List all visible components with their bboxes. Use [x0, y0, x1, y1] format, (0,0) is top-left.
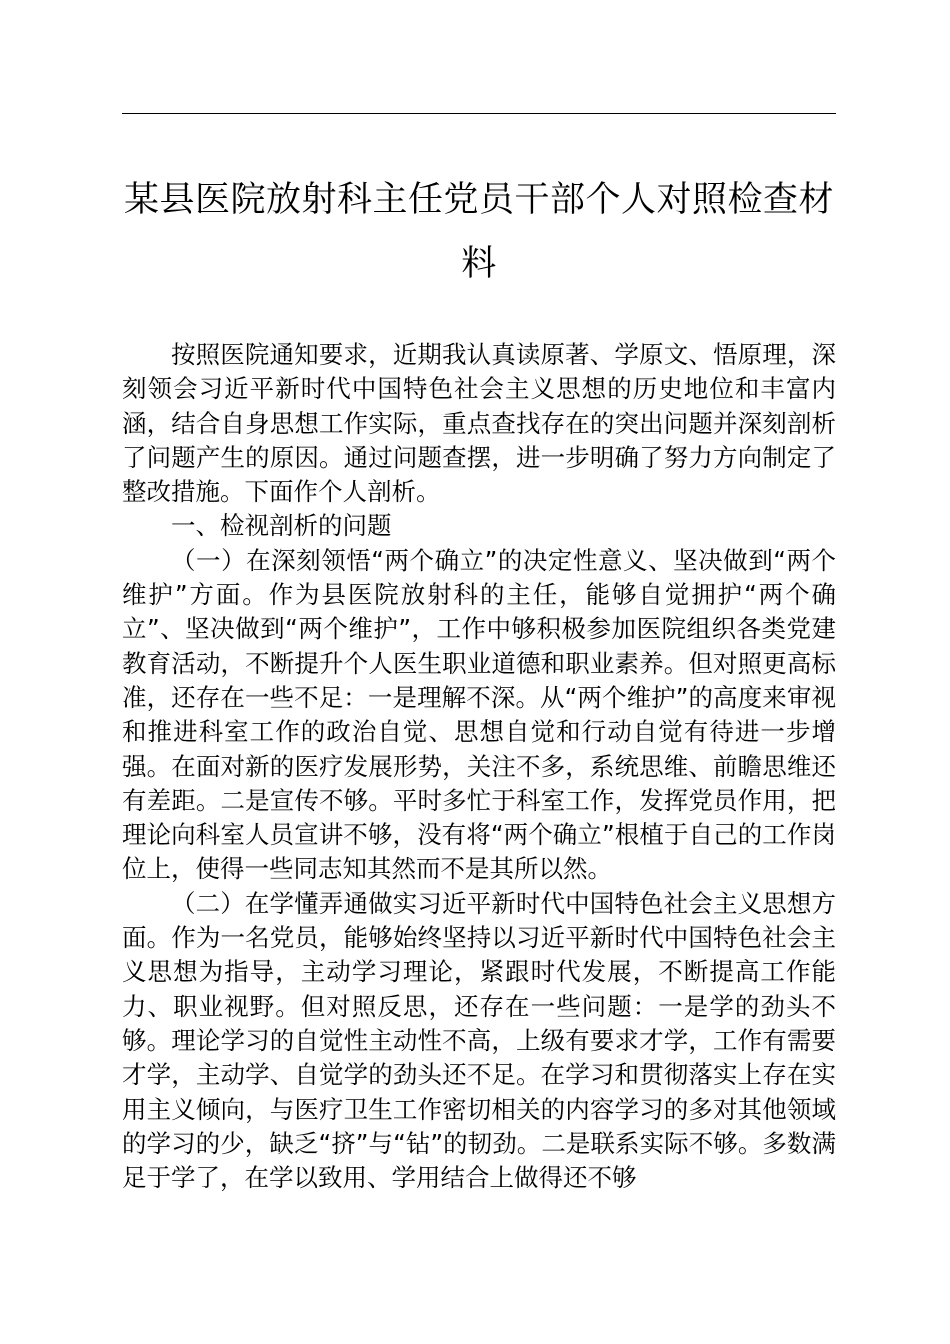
section-paragraph-2: （二）在学懂弄通做实习近平新时代中国特色社会主义思想方面。作为一名党员，能够始终坚持以习近平新时代中国特色社会主义思想为指导，主动学习理论，紧跟时代发展，不断提高工作能力、职业视野。但对照反思，还存在一些问题：一是学的劲头不够。理论学习的自觉性主动性不高，上级有要求才学，工作有需要才学，主动学、自觉学的劲头还不足。在学习和贯彻落实上存在实用主义倾向，与医疗卫生工作密切相关的内容学习的多对其他领域的学习的少，缺乏“挤”与“钻”的韧劲。二是联系实际不够。多数满足于学了，在学以致用、学用结合上做得还不够 — [122, 888, 836, 1193]
section-heading: 一、检视剖析的问题 — [171, 511, 392, 541]
intro-paragraph: 按照医院通知要求，近期我认真读原著、学原文、悟原理，深刻领会习近平新时代中国特色社会主义思想的历史地位和丰富内涵，结合自身思想工作实际，重点查找存在的突出问题并深刻剖析了问题产生的原因。通过问题查摆，进一步明确了努力方向制定了整改措施。下面作个人剖析。 — [122, 340, 836, 507]
document-body — [122, 338, 836, 1195]
document-title: 某县医院放射科主任党员干部个人对照检查材料 — [123, 180, 834, 284]
header-rule — [122, 113, 836, 114]
section-paragraph-1: （一）在深刻领悟“两个确立”的决定性意义、坚决做到“两个维护”方面。作为县医院放射科的主任，能够自觉拥护“两个确立”、坚决做到“两个维护”，工作中够积极参加医院组织各类党建教育活动，不断提升个人医生职业道德和职业素养。但对照更高标准，还存在一些不足：一是理解不深。从“两个维护”的高度来审视和推进科室工作的政治自觉、思想自觉和行动自觉有待进一步增强。在面对新的医疗发展形势，关注不多，系统思维、前瞻思维还有差距。二是宣传不够。平时多忙于科室工作，发挥党员作用，把理论向科室人员宣讲不够，没有将“两个确立”根植于自己的工作岗位上，使得一些同志知其然而不是其所以然。 — [122, 545, 836, 884]
